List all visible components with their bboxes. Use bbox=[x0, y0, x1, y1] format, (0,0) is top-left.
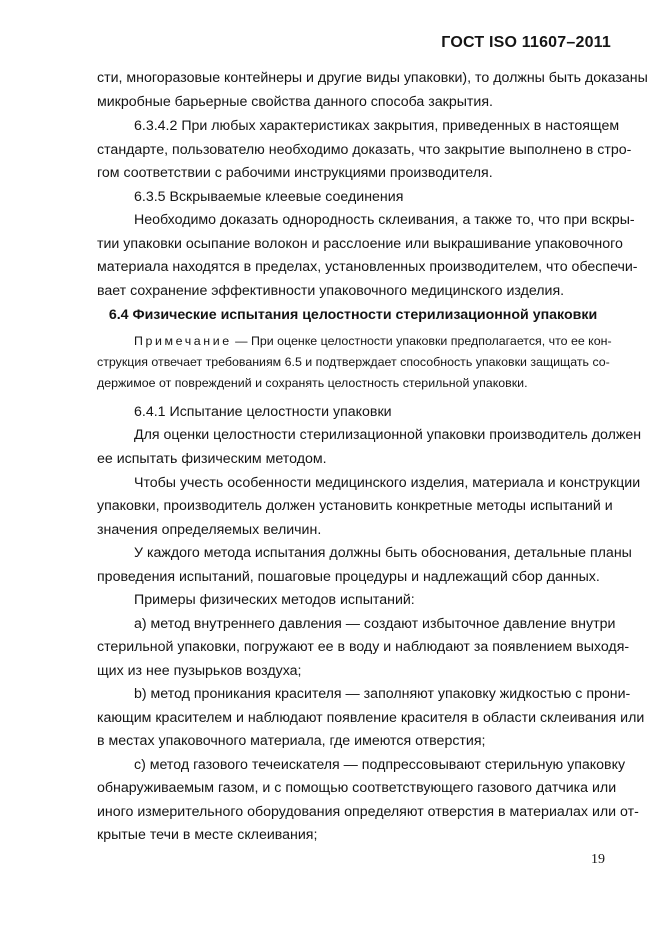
paragraph-line: Примеры физических методов испытаний: bbox=[134, 592, 415, 608]
list-item-a-line: стерильной упаковки, погружают ее в воду и наблюдают за появлением выходя- bbox=[97, 639, 630, 655]
list-item-c-line: с) метод газового течеискателя — подпрессовывают стерильную упаковку bbox=[134, 757, 626, 773]
paragraph-line: тии упаковки осыпание волокон и расслоение или выкрашивание упаковочного bbox=[97, 236, 623, 252]
clause-6-4-1-heading: 6.4.1 Испытание целостности упаковки bbox=[134, 404, 392, 420]
list-item-c-line: обнаруживаемым газом, и с помощью соответствующего газового датчика или bbox=[97, 780, 617, 796]
list-item-a-line: щих из нее пузырьков воздуха; bbox=[97, 663, 302, 679]
note-line: держимое от повреждений и сохранять целостность стерильной упаковки. bbox=[97, 376, 528, 390]
clause-6-3-4-2-line: 6.3.4.2 При любых характеристиках закрытия, приведенных в настоящем bbox=[134, 118, 620, 134]
paragraph-line: вает сохранение эффективности упаковочного медицинского изделия. bbox=[97, 283, 565, 299]
paragraph-line: ее испытать физическим методом. bbox=[97, 451, 327, 467]
list-item-a-line: а) метод внутреннего давления — создают избыточное давление внутри bbox=[134, 616, 616, 632]
list-item-b-line: в местах упаковочного материала, где имеются отверстия; bbox=[97, 733, 486, 749]
paragraph-line: Для оценки целостности стерилизационной упаковки производитель должен bbox=[134, 427, 642, 443]
paragraph-line: гом соответствии с рабочими инструкциями производителя. bbox=[97, 165, 493, 181]
list-item-c-line: крытые течи в месте склеивания; bbox=[97, 827, 318, 843]
document-header-id: ГОСТ ISO 11607–2011 bbox=[441, 34, 611, 51]
paragraph-line: микробные барьерные свойства данного способа закрытия. bbox=[97, 94, 493, 110]
paragraph-line: Необходимо доказать однородность склеивания, а также то, что при вскры- bbox=[134, 212, 635, 228]
section-6-4-heading: 6.4 Физические испытания целостности стерилизационной упаковки bbox=[108, 307, 598, 323]
note-line: струкция отвечает требованиям 6.5 и подтверждает способность упаковки защищать со- bbox=[97, 355, 610, 369]
note-label: Примечание bbox=[134, 334, 232, 348]
clause-6-3-5-heading: 6.3.5 Вскрываемые клеевые соединения bbox=[134, 189, 404, 205]
paragraph-line: Чтобы учесть особенности медицинского изделия, материала и конструкции bbox=[134, 475, 641, 491]
note-line bbox=[134, 331, 612, 351]
page-number: 19 bbox=[591, 852, 605, 867]
paragraph-line: проведения испытаний, пошаговые процедуры и надлежащий сбор данных. bbox=[97, 569, 600, 585]
paragraph-line: упаковки, производитель должен установить конкретные методы испытаний и bbox=[97, 498, 613, 514]
list-item-b-line: кающим красителем и наблюдают появление красителя в области склеивания или bbox=[97, 710, 645, 726]
paragraph-line: значения определяемых величин. bbox=[97, 522, 322, 538]
list-item-b-line: b) метод проникания красителя — заполняют упаковку жидкостью с прони- bbox=[134, 686, 631, 702]
paragraph-line: сти, многоразовые контейнеры и другие виды упаковки), то должны быть доказаны bbox=[97, 70, 648, 86]
list-item-c-line: иного измерительного оборудования определяют отверстия в материалах или от- bbox=[97, 804, 639, 820]
note-text: — При оценке целостности упаковки предполагается, что ее кон- bbox=[231, 334, 612, 348]
paragraph-line: стандарте, пользователю необходимо доказать, что закрытие выполнено в стро- bbox=[97, 142, 632, 158]
paragraph-line: материала находятся в пределах, установленных производителем, что обеспечи- bbox=[97, 259, 638, 275]
paragraph-line: У каждого метода испытания должны быть обоснования, детальные планы bbox=[134, 545, 632, 561]
